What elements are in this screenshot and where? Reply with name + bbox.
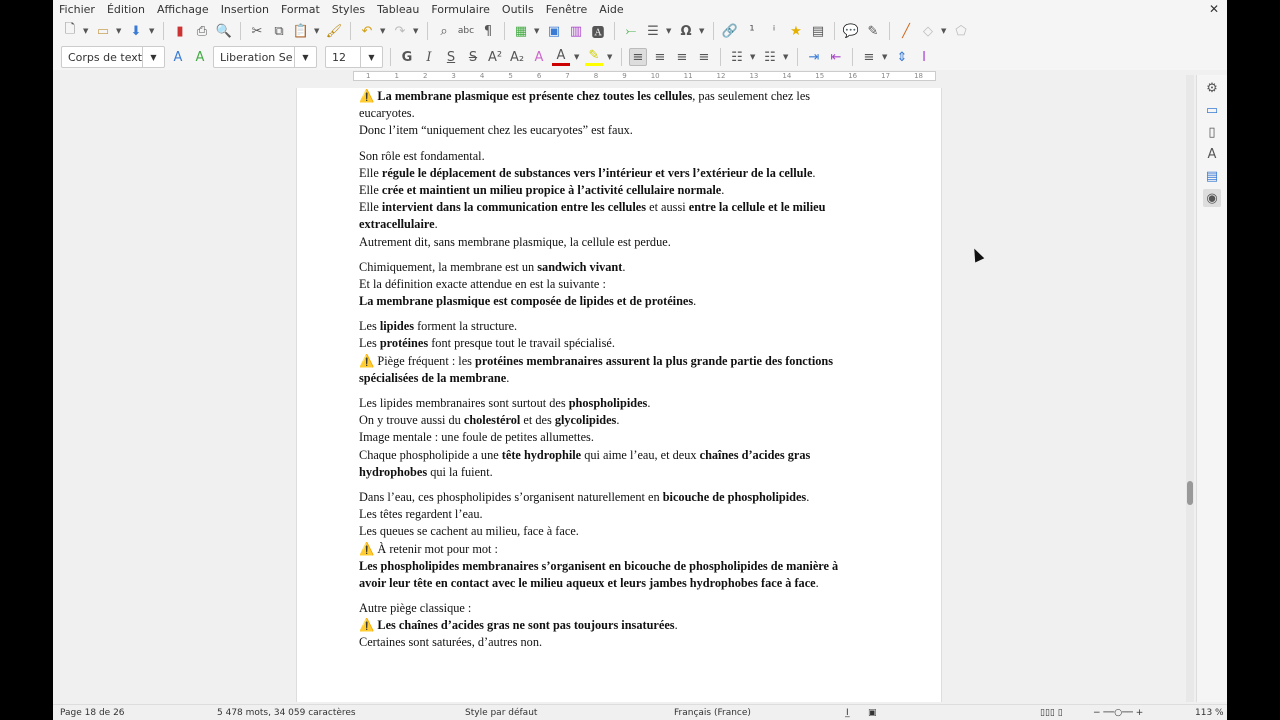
paste-icon[interactable]: 📋 <box>292 23 310 39</box>
text-run: Les <box>359 336 380 351</box>
bold-text: bicouche de phospholipides <box>662 489 807 504</box>
view-layout-icons[interactable]: ▯▯▯ ▯ <box>1040 708 1063 718</box>
bold-text: lipides <box>379 319 415 334</box>
text-run: Elle <box>359 200 382 215</box>
paragraph[interactable] <box>359 259 838 311</box>
chevron-down-icon[interactable]: ▼ <box>294 47 316 67</box>
text-line[interactable] <box>359 464 838 481</box>
text-run: et des <box>520 413 555 428</box>
page-style[interactable]: Style par défaut <box>465 708 538 718</box>
dropdown-arrow[interactable]: ▼ <box>783 53 789 61</box>
text-run: Image mentale : une foule de petites allumettes. <box>359 430 594 445</box>
gallery-icon[interactable]: ▤ <box>1205 168 1219 184</box>
text-run: . <box>622 259 626 274</box>
ruler-tick: 11 <box>683 72 693 80</box>
dropdown-arrow[interactable]: ▼ <box>116 27 122 35</box>
bold-text: protéines membranaires assurent la plus grande partie des fonctions <box>475 353 834 368</box>
insert-table-icon[interactable]: ▦ <box>514 23 528 39</box>
text-line[interactable] <box>359 335 838 352</box>
scrollbar-thumb[interactable] <box>1187 481 1193 505</box>
writer-window <box>53 0 1227 720</box>
separator <box>163 22 164 40</box>
ruler-tick: 1 <box>366 72 371 80</box>
chevron-down-icon[interactable]: ▼ <box>142 47 164 67</box>
text-run: ⚠️ <box>359 89 378 103</box>
text-line[interactable] <box>359 216 838 233</box>
update-style-icon[interactable]: A <box>173 49 183 65</box>
bold-text: entre la cellule et le milieu <box>688 200 826 215</box>
highlight-icon[interactable]: ✎ <box>585 48 603 66</box>
ruler-tick: 16 <box>848 72 858 80</box>
text-line[interactable] <box>359 105 838 122</box>
text-run: . <box>721 182 725 197</box>
decrease-spacing-icon[interactable]: Ⅰ <box>922 49 926 65</box>
ruler-tick: 3 <box>451 72 456 80</box>
standard-toolbar <box>53 18 1227 44</box>
text-run: ⚠️ <box>359 618 378 633</box>
special-character-icon[interactable]: Ω <box>680 23 692 39</box>
menu-8[interactable]: Outils <box>501 2 534 16</box>
text-line[interactable] <box>359 259 838 276</box>
basic-shapes-icon[interactable]: ◇ <box>923 23 933 39</box>
text-run: forment la structure. <box>414 319 518 334</box>
separator <box>852 48 853 66</box>
font-color-icon[interactable]: A <box>552 48 570 66</box>
ruler-tick: 12 <box>716 72 726 80</box>
menu-0[interactable]: Fichier <box>59 2 95 16</box>
separator <box>720 48 721 66</box>
menu-10[interactable]: Aide <box>599 2 624 16</box>
dropdown-arrow[interactable]: ▼ <box>314 27 320 35</box>
text-line[interactable] <box>359 395 838 412</box>
paragraph-spacing-icon[interactable]: ⇕ <box>896 49 908 65</box>
properties-icon[interactable]: ▭ <box>1205 102 1219 118</box>
menu-1[interactable]: Édition <box>106 2 146 16</box>
clone-formatting-icon[interactable]: 🖌 <box>325 23 343 39</box>
menu-7[interactable]: Formulaire <box>431 2 490 16</box>
align-left-button[interactable]: ≡ <box>629 48 647 66</box>
bold-text: sandwich vivant <box>537 259 623 274</box>
text-run: On y trouve aussi du <box>359 413 464 428</box>
italic-button[interactable]: I <box>426 49 432 65</box>
text-run: , pas seulement chez les <box>692 89 811 103</box>
text-line[interactable] <box>359 276 838 293</box>
document-text[interactable] <box>359 88 838 660</box>
text-line[interactable] <box>359 523 838 540</box>
text-run: . <box>647 396 651 410</box>
spellcheck-icon[interactable]: abc <box>457 26 475 36</box>
text-line[interactable] <box>359 489 838 506</box>
text-run: Chimiquement, la membrane est un <box>359 259 538 274</box>
insert-field-icon[interactable]: ☰ <box>647 23 659 39</box>
bold-text: chaînes d’acides gras <box>699 447 811 462</box>
text-run: qui aime l’eau, et deux <box>581 447 700 462</box>
strikethrough-button[interactable]: S <box>468 49 478 65</box>
underline-button[interactable]: S <box>446 49 456 65</box>
text-run: eucaryotes. <box>359 106 415 121</box>
endnote-icon[interactable]: ⁱ <box>772 23 776 39</box>
dropdown-arrow[interactable]: ▼ <box>534 27 540 35</box>
text-run: Les lipides membranaires sont surtout des <box>359 396 569 410</box>
text-run: . <box>434 217 438 232</box>
dropdown-arrow[interactable]: ▼ <box>666 27 672 35</box>
ruler-tick: 2 <box>422 72 428 80</box>
separator <box>614 22 615 40</box>
undo-icon[interactable]: ↶ <box>361 23 373 39</box>
text-line[interactable] <box>359 148 838 165</box>
insert-textbox-icon[interactable]: 🅰 <box>591 25 605 41</box>
text-run: Autre piège classique : <box>359 601 472 616</box>
zoom-level[interactable]: 113 % <box>1195 708 1224 718</box>
bold-text: hydrophobes <box>359 464 428 479</box>
menu-5[interactable]: Styles <box>331 2 366 16</box>
text-line[interactable] <box>359 199 838 216</box>
text-run: Les queues se cachent au milieu, face à face. <box>359 524 579 539</box>
text-line[interactable] <box>359 634 838 651</box>
text-line[interactable] <box>359 506 838 523</box>
font-name-select[interactable] <box>213 46 317 68</box>
paragraph[interactable] <box>359 489 838 592</box>
word-count[interactable]: 5 478 mots, 34 059 caractères <box>217 708 356 718</box>
text-run: . <box>616 413 620 428</box>
text-run: Autrement dit, sans membrane plasmique, la cellule est perdue. <box>359 234 671 249</box>
bold-text: La membrane plasmique est composée de lipides et de protéines <box>359 294 694 309</box>
navigator-icon[interactable]: ◉ <box>1203 189 1221 207</box>
paragraph-style-value: Corps de text <box>68 50 143 64</box>
bold-text: régule le déplacement de substances vers l’intérieur et vers l’extérieur de la cellule <box>381 165 813 180</box>
vertical-scrollbar[interactable] <box>1186 75 1194 702</box>
copy-icon[interactable]: ⧉ <box>274 23 284 39</box>
text-run: Les têtes regardent l’eau. <box>359 507 483 522</box>
export-pdf-icon[interactable]: ▮ <box>176 23 184 39</box>
paragraph-style-select[interactable] <box>61 46 165 68</box>
footnote-icon[interactable]: ¹ <box>749 23 755 39</box>
text-line[interactable] <box>359 447 838 464</box>
dropdown-arrow[interactable]: ▼ <box>149 27 155 35</box>
bold-text: extracellulaire <box>359 217 435 232</box>
menu-3[interactable]: Insertion <box>220 2 269 16</box>
font-size-value: 12 <box>332 50 346 64</box>
document-area[interactable] <box>53 88 1183 702</box>
insert-mode-icon[interactable]: I̲ <box>846 708 849 718</box>
gear-icon[interactable]: ⚙ <box>1206 80 1218 96</box>
page-count[interactable]: Page 18 de 26 <box>60 708 125 718</box>
track-changes-icon[interactable]: ✎ <box>867 23 879 39</box>
dropdown-arrow[interactable]: ▼ <box>574 53 580 61</box>
menu-6[interactable]: Tableau <box>377 2 420 16</box>
decrease-indent-icon[interactable]: ⇤ <box>830 49 842 65</box>
unordered-list-icon[interactable]: ☷ <box>731 49 743 65</box>
dropdown-arrow[interactable]: ▼ <box>882 53 888 61</box>
ordered-list-icon[interactable]: ☷ <box>764 49 776 65</box>
find-replace-icon[interactable]: ⌕ <box>440 23 448 39</box>
new-style-icon[interactable]: A <box>195 49 205 65</box>
paragraph[interactable] <box>359 88 838 140</box>
bookmark-icon[interactable]: ★ <box>790 23 802 39</box>
line-spacing-icon[interactable]: ≡ <box>863 49 875 65</box>
paragraph[interactable] <box>359 148 838 251</box>
text-run: font presque tout le travail spécialisé. <box>428 336 615 351</box>
dropdown-arrow[interactable]: ▼ <box>380 27 386 35</box>
text-run: . <box>815 575 819 590</box>
print-icon[interactable]: ⎙ <box>196 23 208 39</box>
separator <box>621 48 622 66</box>
ruler-tick: 6 <box>536 72 542 80</box>
menu-9[interactable]: Fenêtre <box>545 2 588 16</box>
hyperlink-icon[interactable]: 🔗 <box>721 23 739 39</box>
document-page[interactable] <box>296 88 942 702</box>
text-run: Donc l’item “uniquement chez les eucaryotes” est faux. <box>359 123 633 138</box>
redo-icon[interactable]: ↷ <box>394 23 406 39</box>
open-folder-icon[interactable]: ▭ <box>96 23 110 39</box>
text-line[interactable] <box>359 182 838 199</box>
clear-formatting-icon[interactable]: A <box>534 49 544 65</box>
align-center-button[interactable]: ≡ <box>654 49 666 65</box>
bold-text: avoir leur tête en contact avec le milieu aqueux et leurs jambes hydrophobes face à face <box>359 575 816 590</box>
separator <box>713 22 714 40</box>
menu-2[interactable]: Affichage <box>157 2 209 16</box>
text-line[interactable] <box>359 165 838 182</box>
text-run: qui la fuient. <box>427 464 493 479</box>
bold-text: phospholipides <box>568 396 648 410</box>
text-run: Dans l’eau, ces phospholipides s’organisent naturellement en <box>359 489 663 504</box>
text-line[interactable] <box>359 617 838 634</box>
bold-button[interactable]: G <box>401 49 413 65</box>
page-break-icon[interactable]: ⤚ <box>625 23 637 39</box>
ruler-tick: 15 <box>815 72 825 80</box>
text-run: Son rôle est fondamental. <box>359 148 485 163</box>
draw-functions-icon[interactable]: ⬠ <box>955 23 967 39</box>
ruler-tick: 5 <box>508 72 513 80</box>
text-line[interactable] <box>359 575 838 592</box>
text-line[interactable] <box>359 370 838 387</box>
text-run: . <box>806 489 810 504</box>
dropdown-arrow[interactable]: ▼ <box>83 27 89 35</box>
text-line[interactable] <box>359 558 838 575</box>
text-run: et aussi <box>646 200 689 215</box>
separator <box>797 48 798 66</box>
menu-bar <box>53 0 1227 18</box>
separator <box>427 22 428 40</box>
ruler-tick: 10 <box>650 72 660 80</box>
paragraph[interactable] <box>359 395 838 481</box>
text-line[interactable] <box>359 122 838 139</box>
separator <box>350 22 351 40</box>
bold-text: cholestérol <box>463 413 521 428</box>
formatting-marks-icon[interactable]: ¶ <box>483 23 493 39</box>
horizontal-ruler[interactable] <box>53 70 1227 82</box>
bold-text: Les phospholipides membranaires s’organisent en bicouche de phospholipides de manière à <box>359 558 839 573</box>
status-bar <box>53 704 1227 720</box>
align-right-button[interactable]: ≡ <box>676 49 688 65</box>
line-icon[interactable]: ╱ <box>902 23 910 39</box>
text-line[interactable] <box>359 353 838 370</box>
menu-4[interactable]: Format <box>281 2 320 16</box>
print-preview-icon[interactable]: 🔍 <box>215 23 233 39</box>
close-document-button[interactable]: ✕ <box>1208 2 1219 16</box>
paragraph[interactable] <box>359 600 838 652</box>
dropdown-arrow[interactable]: ▼ <box>750 53 756 61</box>
paragraph[interactable] <box>359 318 838 387</box>
text-run: Certaines sont saturées, d’autres non. <box>359 635 543 650</box>
text-run: . <box>506 370 510 385</box>
ruler-tick: 8 <box>593 72 599 80</box>
cut-icon[interactable]: ✂ <box>251 23 263 39</box>
insert-chart-icon[interactable]: ▥ <box>569 23 583 39</box>
zoom-slider[interactable]: − ──○── + <box>1093 708 1144 718</box>
text-run: . <box>812 165 816 180</box>
text-run: . <box>693 294 697 309</box>
comment-icon[interactable]: 💬 <box>842 23 860 39</box>
language[interactable]: Français (France) <box>674 708 751 718</box>
separator <box>834 22 835 40</box>
text-run: ⚠️ À retenir mot pour mot : <box>359 541 498 556</box>
bold-text: spécialisées de la membrane <box>359 370 507 385</box>
dropdown-arrow[interactable]: ▼ <box>607 53 613 61</box>
dropdown-arrow[interactable]: ▼ <box>941 27 947 35</box>
text-line[interactable] <box>359 412 838 429</box>
bold-text: glycolipides <box>554 413 617 428</box>
formatting-toolbar <box>53 44 1227 70</box>
justify-button[interactable]: ≡ <box>698 49 710 65</box>
text-run: Elle <box>359 182 382 197</box>
text-run: Les <box>359 319 380 334</box>
text-line[interactable] <box>359 318 838 335</box>
text-run: Chaque phospholipide a une <box>359 447 502 462</box>
insert-image-icon[interactable]: ▣ <box>547 23 561 39</box>
page-icon[interactable]: ▯ <box>1208 124 1216 140</box>
separator <box>390 48 391 66</box>
ruler-tick: 1 <box>394 72 399 80</box>
save-status-icon: ▣ <box>868 708 877 718</box>
bold-text: Les chaînes d’acides gras ne sont pas toujours insaturées <box>377 618 675 633</box>
new-document-icon[interactable]: 🗋 <box>64 22 76 37</box>
bold-text: crée et maintient un milieu propice à l’activité cellulaire normale <box>381 182 722 197</box>
dropdown-arrow[interactable]: ▼ <box>413 27 419 35</box>
ruler-tick: 9 <box>622 72 627 80</box>
text-line[interactable] <box>359 600 838 617</box>
sidebar-deck <box>1196 75 1227 702</box>
text-line[interactable] <box>359 293 838 310</box>
ruler-tick: 17 <box>881 72 891 80</box>
bold-text: protéines <box>379 336 429 351</box>
text-run: Et la définition exacte attendue en est la suivante : <box>359 276 606 291</box>
text-line[interactable] <box>359 88 838 105</box>
bold-text: intervient dans la communication entre les cellules <box>381 200 647 215</box>
text-line[interactable] <box>359 541 838 558</box>
superscript-icon[interactable]: A² <box>487 49 503 65</box>
ruler-tick: 18 <box>914 72 923 80</box>
text-run: ⚠️ Piège fréquent : les <box>359 353 476 368</box>
font-name-value: Liberation Se <box>220 50 293 64</box>
text-run: Elle <box>359 165 382 180</box>
ruler-tick: 7 <box>565 72 570 80</box>
increase-indent-icon[interactable]: ⇥ <box>808 49 820 65</box>
save-icon[interactable]: ⬇ <box>130 23 142 39</box>
separator <box>240 22 241 40</box>
subscript-icon[interactable]: A₂ <box>509 49 525 65</box>
ruler-tick: 13 <box>749 72 759 80</box>
separator <box>504 22 505 40</box>
text-line[interactable] <box>359 429 838 446</box>
ruler-tick: 4 <box>479 72 485 80</box>
styles-icon[interactable]: A <box>1207 146 1217 162</box>
dropdown-arrow[interactable]: ▼ <box>699 27 705 35</box>
bold-text: La membrane plasmique est présente chez toutes les cellules <box>377 89 693 103</box>
separator <box>889 22 890 40</box>
chevron-down-icon[interactable]: ▼ <box>360 47 382 67</box>
text-line[interactable] <box>359 234 838 251</box>
ruler-tick: 14 <box>782 72 792 80</box>
font-size-select[interactable] <box>325 46 383 68</box>
cross-reference-icon[interactable]: ▤ <box>811 23 825 39</box>
text-run: . <box>674 618 678 633</box>
bold-text: tête hydrophile <box>501 447 582 462</box>
